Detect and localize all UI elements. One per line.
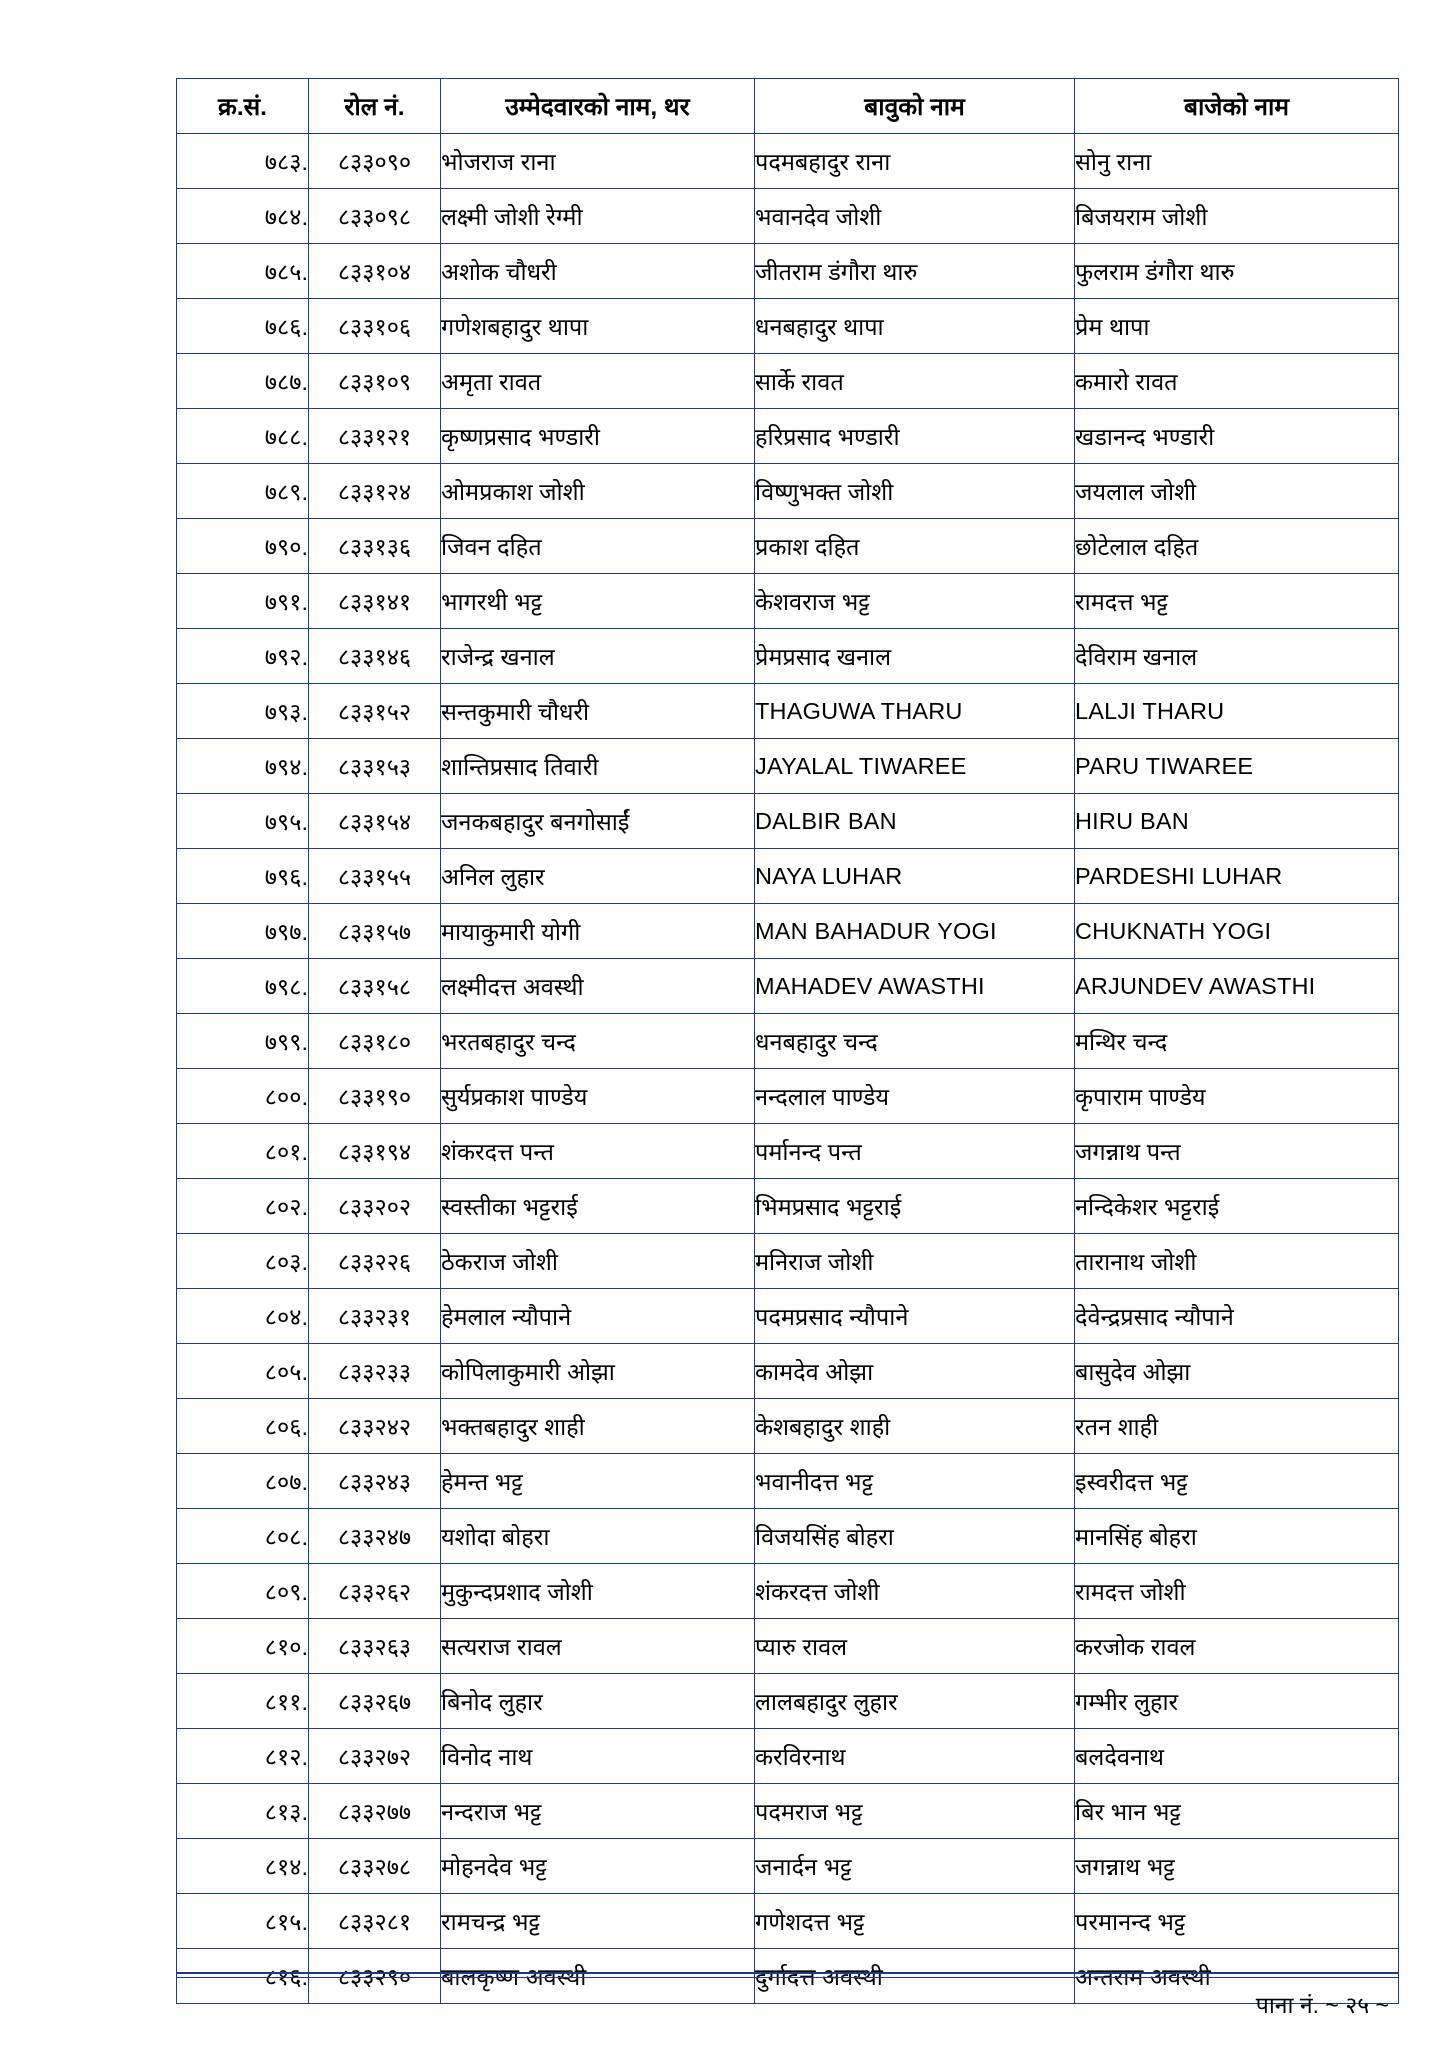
cell-roll-no: ८३३२४७ xyxy=(309,1509,441,1564)
cell-candidate-name: बालकृष्ण अवस्थी xyxy=(441,1949,755,2004)
column-header-candidate-name: उम्मेदवारको नाम, थर xyxy=(441,79,755,134)
cell-candidate-name: अनिल लुहार xyxy=(441,849,755,904)
cell-grandfather-name: खडानन्द भण्डारी xyxy=(1075,409,1399,464)
cell-father-name: प्रकाश दहित xyxy=(755,519,1075,574)
footer-divider xyxy=(176,1972,1398,1974)
cell-serial: ८०९. xyxy=(177,1564,309,1619)
candidate-list-table-wrapper xyxy=(176,78,1398,2004)
cell-roll-no: ८३३२३३ xyxy=(309,1344,441,1399)
table-row xyxy=(177,464,1399,519)
cell-candidate-name: ओमप्रकाश जोशी xyxy=(441,464,755,519)
cell-candidate-name: यशोदा बोहरा xyxy=(441,1509,755,1564)
cell-grandfather-name: PARU TIWAREE xyxy=(1075,739,1399,794)
cell-father-name: पदमप्रसाद न्यौपाने xyxy=(755,1289,1075,1344)
candidate-list-table xyxy=(176,78,1399,2004)
cell-roll-no: ८३३२७२ xyxy=(309,1729,441,1784)
cell-father-name: दुर्गादत्त अवस्थी xyxy=(755,1949,1075,2004)
table-row xyxy=(177,1729,1399,1784)
table-header xyxy=(177,79,1399,134)
table-row xyxy=(177,1839,1399,1894)
cell-father-name: प्रेमप्रसाद खनाल xyxy=(755,629,1075,684)
cell-grandfather-name: अन्तराम अवस्थी xyxy=(1075,1949,1399,2004)
cell-serial: ८०४. xyxy=(177,1289,309,1344)
table-row xyxy=(177,1344,1399,1399)
cell-roll-no: ८३३१०४ xyxy=(309,244,441,299)
table-row xyxy=(177,574,1399,629)
cell-father-name: भिमप्रसाद भट्टराई xyxy=(755,1179,1075,1234)
cell-grandfather-name: प्रेम थापा xyxy=(1075,299,1399,354)
cell-father-name: हरिप्रसाद भण्डारी xyxy=(755,409,1075,464)
cell-father-name: DALBIR BAN xyxy=(755,794,1075,849)
cell-roll-no: ८३३२६२ xyxy=(309,1564,441,1619)
cell-serial: ७८४. xyxy=(177,189,309,244)
cell-father-name: नन्दलाल पाण्डेय xyxy=(755,1069,1075,1124)
cell-roll-no: ८३३२८१ xyxy=(309,1894,441,1949)
cell-grandfather-name: CHUKNATH YOGI xyxy=(1075,904,1399,959)
cell-grandfather-name: PARDESHI LUHAR xyxy=(1075,849,1399,904)
cell-grandfather-name: बलदेवनाथ xyxy=(1075,1729,1399,1784)
cell-roll-no: ८३३२४३ xyxy=(309,1454,441,1509)
cell-grandfather-name: बिजयराम जोशी xyxy=(1075,189,1399,244)
table-row xyxy=(177,1454,1399,1509)
table-row xyxy=(177,1399,1399,1454)
cell-serial: ७९४. xyxy=(177,739,309,794)
cell-serial: ७९९. xyxy=(177,1014,309,1069)
cell-serial: ७९३. xyxy=(177,684,309,739)
cell-serial: ७९०. xyxy=(177,519,309,574)
column-header-roll-no: रोल नं. xyxy=(309,79,441,134)
cell-grandfather-name: नन्दिकेशर भट्टराई xyxy=(1075,1179,1399,1234)
cell-roll-no: ८३३१०६ xyxy=(309,299,441,354)
cell-candidate-name: जिवन दहित xyxy=(441,519,755,574)
cell-serial: ८०६. xyxy=(177,1399,309,1454)
cell-candidate-name: अशोक चौधरी xyxy=(441,244,755,299)
cell-father-name: सार्के रावत xyxy=(755,354,1075,409)
table-row xyxy=(177,849,1399,904)
cell-father-name: जीतराम डंगौरा थारु xyxy=(755,244,1075,299)
table-row xyxy=(177,1014,1399,1069)
cell-roll-no: ८३३२६३ xyxy=(309,1619,441,1674)
cell-candidate-name: बिनोद लुहार xyxy=(441,1674,755,1729)
table-row xyxy=(177,244,1399,299)
cell-roll-no: ८३३१०९ xyxy=(309,354,441,409)
cell-roll-no: ८३३१५२ xyxy=(309,684,441,739)
cell-candidate-name: हेमलाल न्यौपाने xyxy=(441,1289,755,1344)
cell-roll-no: ८३३१५८ xyxy=(309,959,441,1014)
cell-candidate-name: गणेशबहादुर थापा xyxy=(441,299,755,354)
cell-serial: ८०३. xyxy=(177,1234,309,1289)
cell-candidate-name: विनोद नाथ xyxy=(441,1729,755,1784)
cell-grandfather-name: रामदत्त भट्ट xyxy=(1075,574,1399,629)
cell-father-name: लालबहादुर लुहार xyxy=(755,1674,1075,1729)
cell-grandfather-name: ARJUNDEV AWASTHI xyxy=(1075,959,1399,1014)
cell-roll-no: ८३३०९८ xyxy=(309,189,441,244)
cell-roll-no: ८३३२४२ xyxy=(309,1399,441,1454)
cell-father-name: मनिराज जोशी xyxy=(755,1234,1075,1289)
table-row xyxy=(177,1234,1399,1289)
cell-grandfather-name: परमानन्द भट्ट xyxy=(1075,1894,1399,1949)
cell-father-name: MAN BAHADUR YOGI xyxy=(755,904,1075,959)
cell-serial: ७८५. xyxy=(177,244,309,299)
column-header-grandfather-name: बाजेको नाम xyxy=(1075,79,1399,134)
table-row xyxy=(177,1564,1399,1619)
cell-father-name: भवानदेव जोशी xyxy=(755,189,1075,244)
cell-candidate-name: लक्ष्मीदत्त अवस्थी xyxy=(441,959,755,1014)
cell-roll-no: ८३३१२१ xyxy=(309,409,441,464)
cell-father-name: पर्मानन्द पन्त xyxy=(755,1124,1075,1179)
cell-grandfather-name: मन्थिर चन्द xyxy=(1075,1014,1399,1069)
cell-candidate-name: स्वस्तीका भट्टराई xyxy=(441,1179,755,1234)
cell-serial: ७९७. xyxy=(177,904,309,959)
table-row xyxy=(177,409,1399,464)
cell-roll-no: ८३३२२६ xyxy=(309,1234,441,1289)
cell-serial: ८०२. xyxy=(177,1179,309,1234)
cell-grandfather-name: रतन शाही xyxy=(1075,1399,1399,1454)
cell-serial: ८०७. xyxy=(177,1454,309,1509)
cell-serial: ८१५. xyxy=(177,1894,309,1949)
cell-candidate-name: मोहनदेव भट्ट xyxy=(441,1839,755,1894)
cell-candidate-name: सुर्यप्रकाश पाण्डेय xyxy=(441,1069,755,1124)
cell-candidate-name: जनकबहादुर बनगोसाईं xyxy=(441,794,755,849)
cell-grandfather-name: HIRU BAN xyxy=(1075,794,1399,849)
cell-roll-no: ८३३२९० xyxy=(309,1949,441,2004)
cell-grandfather-name: तारानाथ जोशी xyxy=(1075,1234,1399,1289)
cell-roll-no: ८३३१५३ xyxy=(309,739,441,794)
cell-father-name: JAYALAL TIWAREE xyxy=(755,739,1075,794)
cell-candidate-name: सन्तकुमारी चौधरी xyxy=(441,684,755,739)
cell-roll-no: ८३३२७७ xyxy=(309,1784,441,1839)
cell-father-name: विजयसिंह बोहरा xyxy=(755,1509,1075,1564)
cell-candidate-name: भागरथी भट्ट xyxy=(441,574,755,629)
cell-candidate-name: भोजराज राना xyxy=(441,134,755,189)
footer-divider-secondary xyxy=(176,1977,1398,1978)
table-row xyxy=(177,739,1399,794)
cell-grandfather-name: रामदत्त जोशी xyxy=(1075,1564,1399,1619)
cell-roll-no: ८३३१८० xyxy=(309,1014,441,1069)
cell-candidate-name: अमृता रावत xyxy=(441,354,755,409)
cell-roll-no: ८३३१४६ xyxy=(309,629,441,684)
cell-grandfather-name: जगन्नाथ भट्ट xyxy=(1075,1839,1399,1894)
table-row xyxy=(177,959,1399,1014)
cell-father-name: जनार्दन भट्ट xyxy=(755,1839,1075,1894)
cell-grandfather-name: करजोक रावल xyxy=(1075,1619,1399,1674)
cell-roll-no: ८३३०९० xyxy=(309,134,441,189)
cell-serial: ८१०. xyxy=(177,1619,309,1674)
cell-candidate-name: नन्दराज भट्ट xyxy=(441,1784,755,1839)
cell-grandfather-name: जयलाल जोशी xyxy=(1075,464,1399,519)
cell-father-name: THAGUWA THARU xyxy=(755,684,1075,739)
table-row xyxy=(177,1179,1399,1234)
cell-candidate-name: सत्यराज रावल xyxy=(441,1619,755,1674)
table-row xyxy=(177,684,1399,739)
table-row xyxy=(177,629,1399,684)
cell-candidate-name: भरतबहादुर चन्द xyxy=(441,1014,755,1069)
cell-grandfather-name: सोनु राना xyxy=(1075,134,1399,189)
table-row xyxy=(177,904,1399,959)
cell-candidate-name: मुकुन्दप्रशाद जोशी xyxy=(441,1564,755,1619)
cell-grandfather-name: कमारो रावत xyxy=(1075,354,1399,409)
cell-serial: ८१२. xyxy=(177,1729,309,1784)
table-header-row xyxy=(177,79,1399,134)
cell-serial: ८०५. xyxy=(177,1344,309,1399)
table-row xyxy=(177,1069,1399,1124)
cell-father-name: NAYA LUHAR xyxy=(755,849,1075,904)
cell-serial: ७९२. xyxy=(177,629,309,684)
cell-serial: ८११. xyxy=(177,1674,309,1729)
cell-serial: ७९८. xyxy=(177,959,309,1014)
cell-father-name: केशबहादुर शाही xyxy=(755,1399,1075,1454)
cell-roll-no: ८३३१४१ xyxy=(309,574,441,629)
cell-serial: ७९१. xyxy=(177,574,309,629)
cell-roll-no: ८३३२७८ xyxy=(309,1839,441,1894)
cell-serial: ८०८. xyxy=(177,1509,309,1564)
cell-father-name: MAHADEV AWASTHI xyxy=(755,959,1075,1014)
table-row xyxy=(177,794,1399,849)
cell-serial: ८०१. xyxy=(177,1124,309,1179)
cell-serial: ८१४. xyxy=(177,1839,309,1894)
table-row xyxy=(177,1784,1399,1839)
cell-grandfather-name: कृपाराम पाण्डेय xyxy=(1075,1069,1399,1124)
cell-father-name: पदमबहादुर राना xyxy=(755,134,1075,189)
cell-grandfather-name: छोटेलाल दहित xyxy=(1075,519,1399,574)
cell-grandfather-name: गम्भीर लुहार xyxy=(1075,1674,1399,1729)
table-row xyxy=(177,354,1399,409)
cell-candidate-name: राजेन्द्र खनाल xyxy=(441,629,755,684)
table-row xyxy=(177,1949,1399,2004)
cell-father-name: शंकरदत्त जोशी xyxy=(755,1564,1075,1619)
cell-roll-no: ८३३१५४ xyxy=(309,794,441,849)
cell-candidate-name: लक्ष्मी जोशी रेग्मी xyxy=(441,189,755,244)
cell-serial: ७८३. xyxy=(177,134,309,189)
column-header-serial: क्र.सं. xyxy=(177,79,309,134)
cell-serial: ७८८. xyxy=(177,409,309,464)
table-row xyxy=(177,299,1399,354)
cell-father-name: कामदेव ओझा xyxy=(755,1344,1075,1399)
cell-candidate-name: भक्तबहादुर शाही xyxy=(441,1399,755,1454)
cell-grandfather-name: देविराम खनाल xyxy=(1075,629,1399,684)
cell-serial: ७८९. xyxy=(177,464,309,519)
cell-serial: ७९६. xyxy=(177,849,309,904)
cell-candidate-name: कृष्णप्रसाद भण्डारी xyxy=(441,409,755,464)
cell-grandfather-name: जगन्नाथ पन्त xyxy=(1075,1124,1399,1179)
cell-roll-no: ८३३२०२ xyxy=(309,1179,441,1234)
cell-father-name: करविरनाथ xyxy=(755,1729,1075,1784)
cell-grandfather-name: मानसिंह बोहरा xyxy=(1075,1509,1399,1564)
cell-serial: ७८६. xyxy=(177,299,309,354)
cell-roll-no: ८३३१९० xyxy=(309,1069,441,1124)
cell-roll-no: ८३३२३१ xyxy=(309,1289,441,1344)
table-row xyxy=(177,1894,1399,1949)
cell-grandfather-name: बिर भान भट्ट xyxy=(1075,1784,1399,1839)
cell-serial: ८१६. xyxy=(177,1949,309,2004)
cell-grandfather-name: बासुदेव ओझा xyxy=(1075,1344,1399,1399)
cell-roll-no: ८३३१५५ xyxy=(309,849,441,904)
table-row xyxy=(177,1124,1399,1179)
table-row xyxy=(177,1619,1399,1674)
cell-father-name: केशवराज भट्ट xyxy=(755,574,1075,629)
page-number: पाना नं. ~ २५ ~ xyxy=(1255,1992,1389,2018)
cell-serial: ८००. xyxy=(177,1069,309,1124)
cell-candidate-name: कोपिलाकुमारी ओझा xyxy=(441,1344,755,1399)
cell-father-name: गणेशदत्त भट्ट xyxy=(755,1894,1075,1949)
cell-candidate-name: रामचन्द्र भट्ट xyxy=(441,1894,755,1949)
cell-father-name: भवानीदत्त भट्ट xyxy=(755,1454,1075,1509)
cell-candidate-name: ठेकराज जोशी xyxy=(441,1234,755,1289)
table-row xyxy=(177,189,1399,244)
cell-father-name: धनबहादुर चन्द xyxy=(755,1014,1075,1069)
cell-roll-no: ८३३२६७ xyxy=(309,1674,441,1729)
table-row xyxy=(177,1509,1399,1564)
cell-father-name: विष्णुभक्त जोशी xyxy=(755,464,1075,519)
cell-father-name: पदमराज भट्ट xyxy=(755,1784,1075,1839)
cell-grandfather-name: फुलराम डंगौरा थारु xyxy=(1075,244,1399,299)
table-row xyxy=(177,1289,1399,1344)
cell-grandfather-name: इस्वरीदत्त भट्ट xyxy=(1075,1454,1399,1509)
cell-father-name: प्यारु रावल xyxy=(755,1619,1075,1674)
cell-roll-no: ८३३१३६ xyxy=(309,519,441,574)
cell-candidate-name: हेमन्त भट्ट xyxy=(441,1454,755,1509)
cell-roll-no: ८३३१२४ xyxy=(309,464,441,519)
cell-grandfather-name: LALJI THARU xyxy=(1075,684,1399,739)
table-body xyxy=(177,134,1399,2004)
table-row xyxy=(177,519,1399,574)
column-header-father-name: बावुको नाम xyxy=(755,79,1075,134)
cell-candidate-name: शंकरदत्त पन्त xyxy=(441,1124,755,1179)
cell-grandfather-name: देवेन्द्रप्रसाद न्यौपाने xyxy=(1075,1289,1399,1344)
cell-serial: ७९५. xyxy=(177,794,309,849)
cell-serial: ८१३. xyxy=(177,1784,309,1839)
cell-father-name: धनबहादुर थापा xyxy=(755,299,1075,354)
cell-candidate-name: शान्तिप्रसाद तिवारी xyxy=(441,739,755,794)
cell-candidate-name: मायाकुमारी योगी xyxy=(441,904,755,959)
cell-roll-no: ८३३१५७ xyxy=(309,904,441,959)
table-row xyxy=(177,1674,1399,1729)
table-row xyxy=(177,134,1399,189)
cell-roll-no: ८३३१९४ xyxy=(309,1124,441,1179)
cell-serial: ७८७. xyxy=(177,354,309,409)
